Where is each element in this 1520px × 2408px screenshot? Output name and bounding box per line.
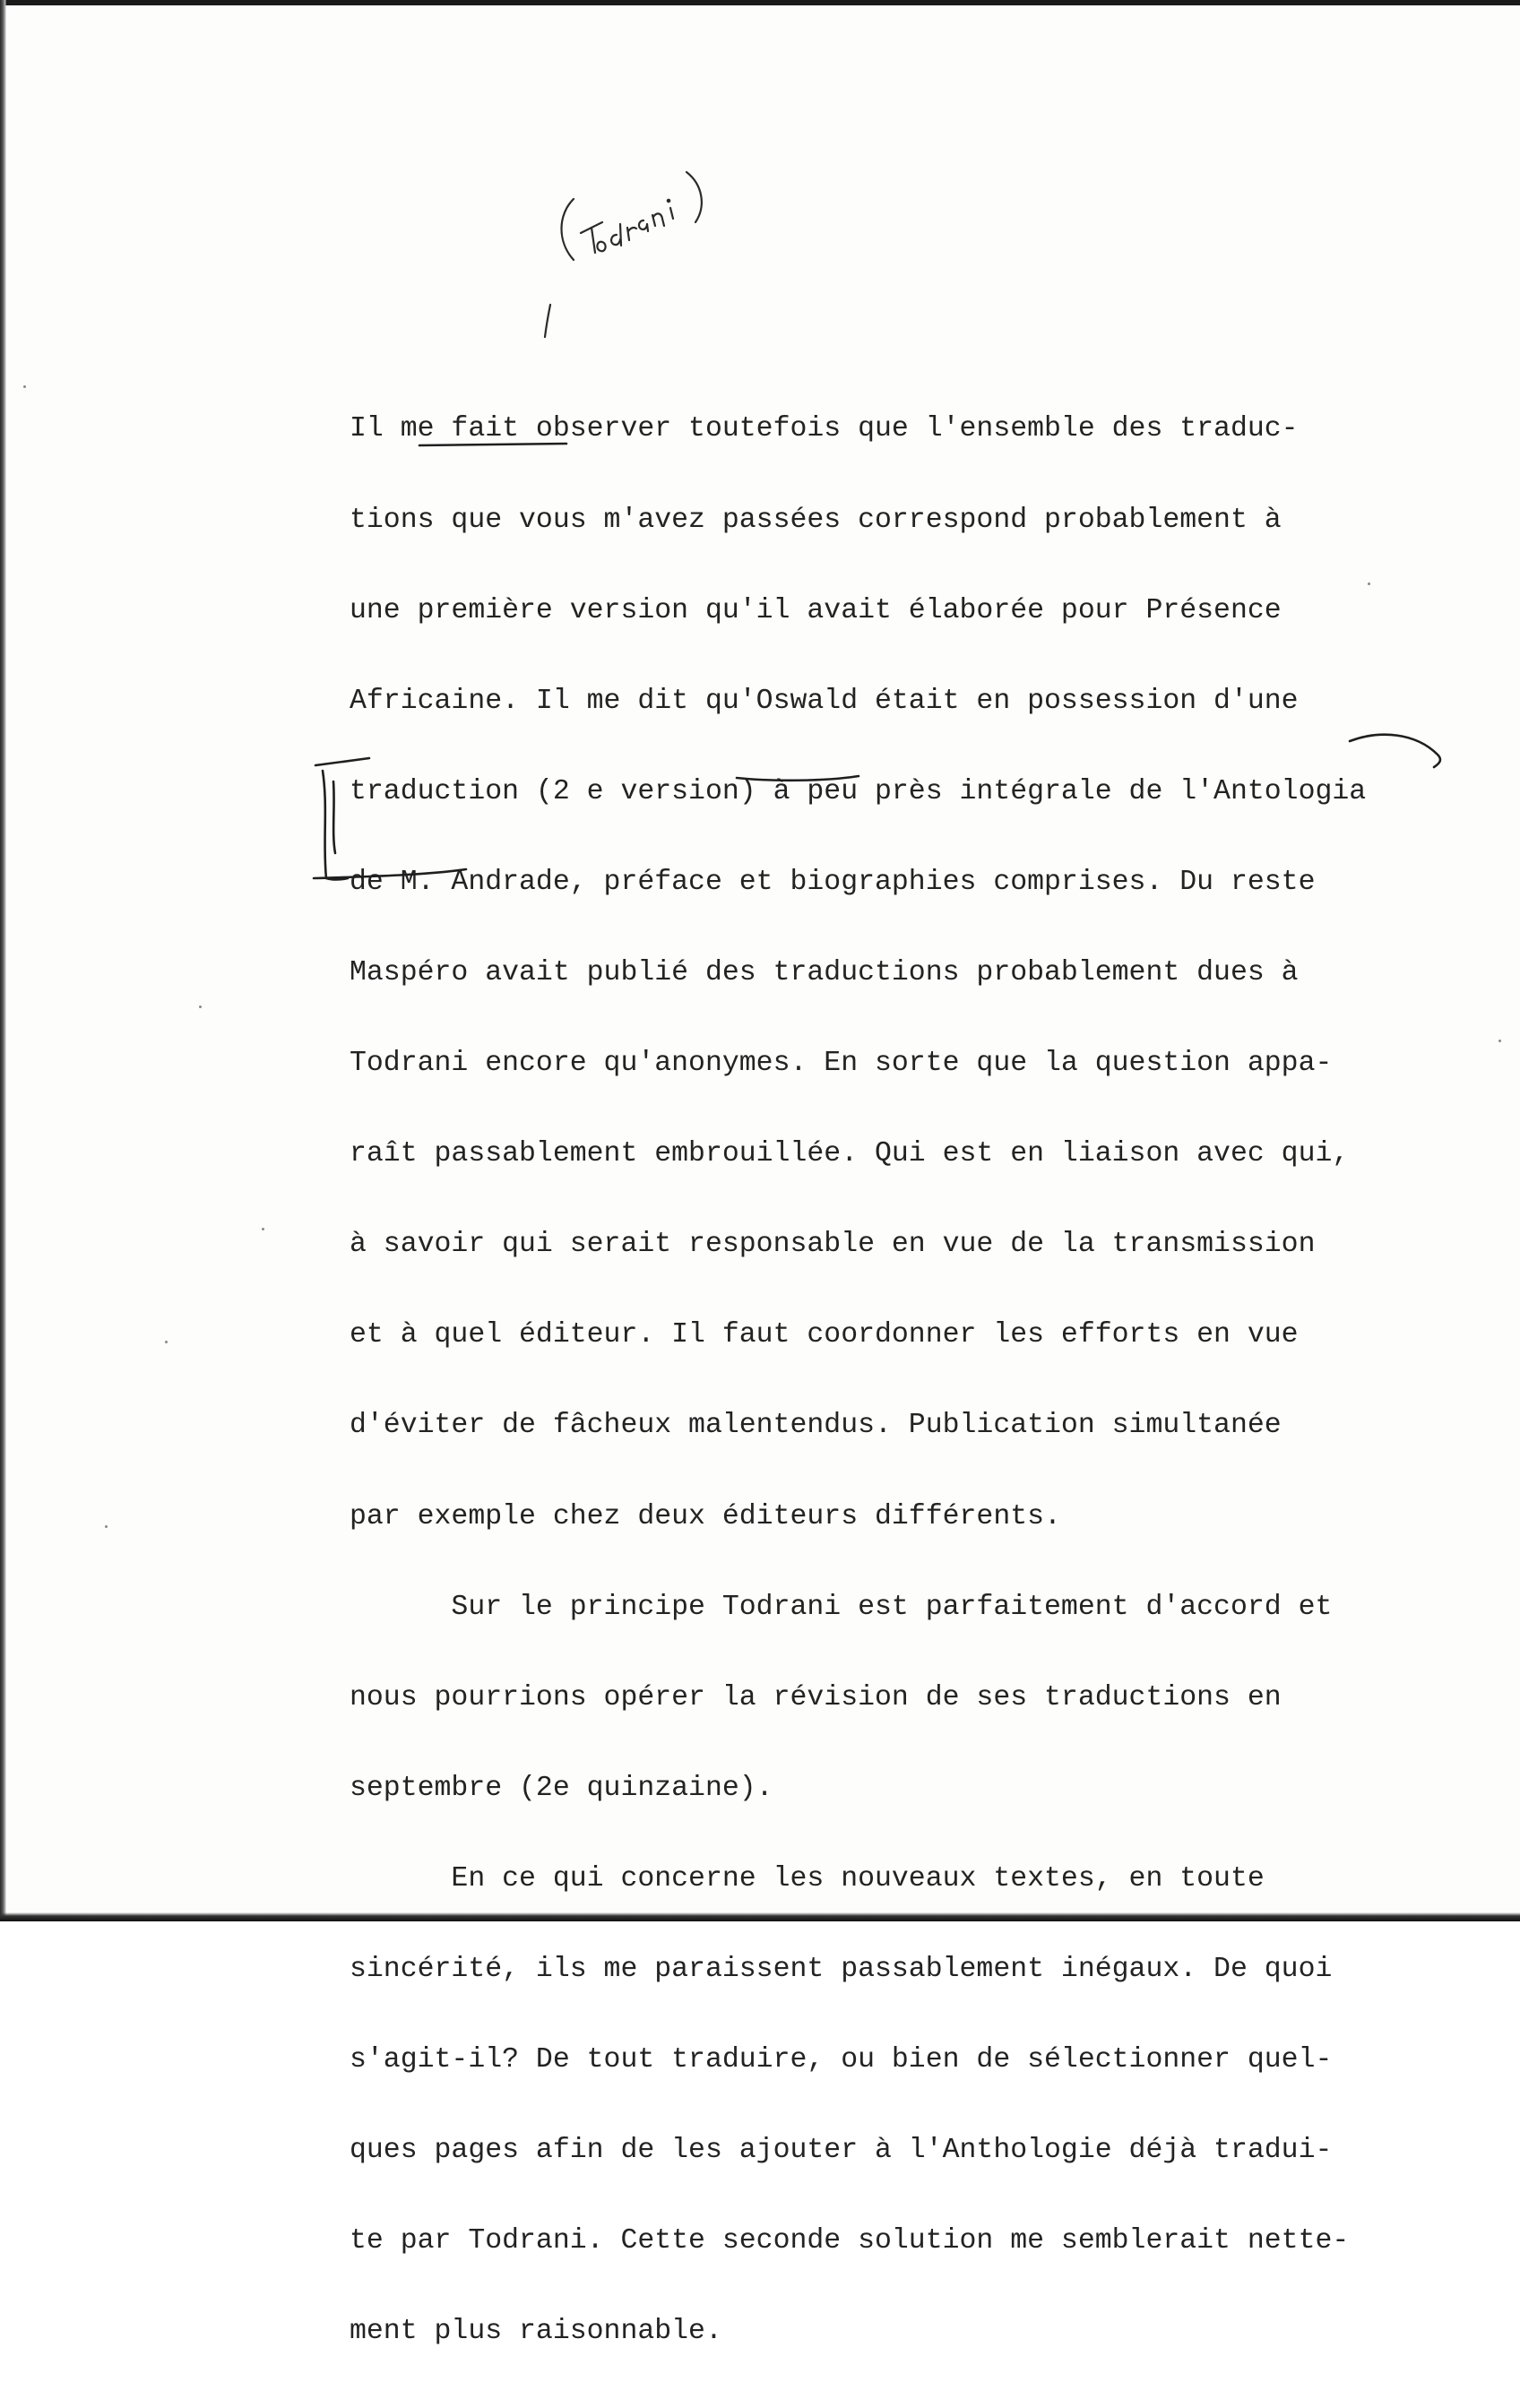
paper-speck	[165, 1341, 168, 1343]
text-line-11: et à quel éditeur. Il faut coordonner les efforts en vue	[350, 1319, 1299, 1351]
text-line-15: nous pourrions opérer la révision de ses traductions en	[350, 1681, 1282, 1713]
page-left-edge	[0, 0, 6, 1921]
text-line-1: Il me fait observer toutefois que l'ensemble des traduc-	[350, 413, 1299, 445]
text-line-6: de M. Andrade, préface et biographies comprises. Du reste	[350, 866, 1316, 898]
text-line-12: d'éviter de fâcheux malentendus. Publication simultanée	[350, 1410, 1282, 1442]
handwritten-todrani-note	[538, 152, 735, 332]
text-line-20: ques pages afin de les ajouter à l'Anthologie déjà tradui-	[350, 2135, 1333, 2167]
text-line-5: traduction (2 e version) à peu près intégrale de l'Antologia	[350, 775, 1367, 807]
text-line-13: par exemple chez deux éditeurs différents.	[350, 1500, 1061, 1532]
text-line-22: ment plus raisonnable.	[350, 2316, 722, 2348]
text-line-21: te par Todrani. Cette seconde solution me semblerait nette-	[350, 2225, 1350, 2257]
typed-letter-body	[350, 354, 1461, 2407]
text-line-7: Maspéro avait publié des traductions probablement dues à	[350, 956, 1299, 988]
paper-speck	[105, 1525, 108, 1528]
paper-speck	[1368, 583, 1370, 585]
text-line-19: s'agit-il? De tout traduire, ou bien de sélectionner quel-	[350, 2044, 1333, 2076]
text-line-16: septembre (2e quinzaine).	[350, 1772, 773, 1804]
paper-speck	[23, 385, 26, 388]
text-line-17: En ce qui concerne les nouveaux textes, en toute	[350, 1862, 1265, 1894]
text-line-2: tions que vous m'avez passées correspond probablement à	[350, 504, 1282, 536]
paper-speck	[1498, 1040, 1501, 1042]
text-line-18: sincérité, ils me paraissent passablement inégaux. De quoi	[350, 1954, 1333, 1985]
left-bracket-inner	[333, 781, 335, 853]
page-top-edge	[0, 0, 1520, 5]
text-line-3: une première version qu'il avait élaborée pour Présence	[350, 594, 1282, 626]
text-line-14: Sur le principe Todrani est parfaitement d'accord et	[350, 1591, 1333, 1623]
text-line-9: raît passablement embrouillée. Qui est en liaison avec qui,	[350, 1138, 1350, 1170]
paper-speck	[262, 1228, 264, 1230]
text-line-4: Africaine. Il me dit qu'Oswald était en possession d'une	[350, 685, 1299, 717]
text-line-10: à savoir qui serait responsable en vue de la transmission	[350, 1229, 1316, 1261]
paper-speck	[199, 1005, 202, 1008]
text-line-8: Todrani encore qu'anonymes. En sorte que la question appa-	[350, 1048, 1333, 1080]
